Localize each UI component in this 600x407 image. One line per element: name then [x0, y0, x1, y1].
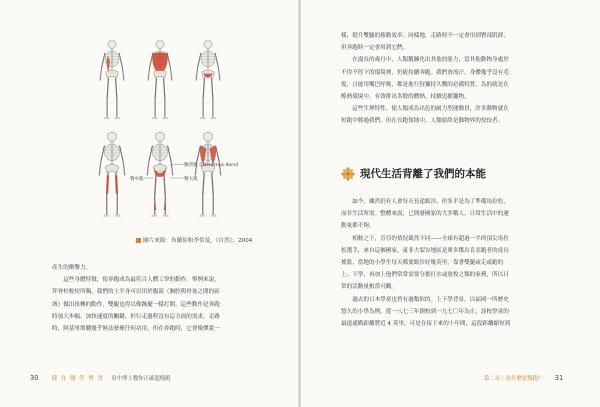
page-number-right: 31: [554, 374, 564, 382]
paragraph-line: 悠久的小學為例，從一八七三年創校到一九七〇年為止，該校學童的: [341, 308, 509, 315]
series-name: 健 身 醫 學 博 書: [51, 376, 104, 382]
paragraph-line: 相較之下，肯亞的情況截然不同——全球有超過一半的頂尖馬拉: [341, 235, 509, 242]
right-footer: [484, 374, 563, 382]
section-title: 現代生活背離了我們的本能: [360, 168, 486, 180]
label-gluteus-maximus: 臀大肌: [184, 177, 198, 182]
page-number-left: 30: [30, 374, 39, 382]
label-gluteus-medius: 臀中肌: [130, 177, 144, 182]
left-body-text: [52, 262, 220, 335]
left-footer: [30, 374, 171, 382]
paragraph-line: 不得不停下的環境裡，仍能持續奔跑。我們會流汗，身體幾乎沒有毛: [341, 69, 509, 76]
caption-text: 圖片來源：布蘭伯和李伯曼，《自然》，2004: [143, 238, 253, 244]
flower-icon: [341, 167, 355, 181]
caption-marker-icon: [136, 238, 141, 243]
paragraph-line: 時加大步幅、加快速度的關鍵，但行走過程沒有這方面的需求。走路: [52, 313, 220, 320]
paragraph-line: 髮，且能用嘴巴呼吸，都是進行狩獵持久戰的必備特質，為的就是在: [341, 81, 509, 88]
paragraph-line: 域）做出扭轉的動作，雙腿也得以像鐘擺一樣打開。這些動作是奔跑: [52, 301, 220, 308]
figure-caption: [136, 236, 252, 244]
paragraph-line: 這些身體特徵，使奔跑成為最符合人體工學的動作。舉例來說，: [52, 277, 220, 284]
right-body-text: [341, 30, 509, 128]
paragraph-line: 拜脊柱較短所賜，我們的上半身可以用於腹部（胸腔與骨盆之間的區: [52, 289, 220, 296]
paragraph-line: 上、下學，再加上他們常常需要分擔打水或放牧之類的家務，所以日: [341, 272, 509, 279]
paragraph-line: 搖籃，當地的小學生每天都要跋涉好幾英里，靠著雙腿或走或跑的: [341, 260, 504, 267]
paragraph-line: 過去的日本學童也曾有過類似的。上下學背景，以福岡一所歷史: [341, 296, 509, 303]
paragraph-line: 短跑中勝過我們，但在長跑領域中，人類始終是動物界的佼佼者。: [341, 118, 504, 125]
section-heading: [341, 166, 486, 181]
paragraph-line: 如今，雖然仍有人會每天長途跋涉，但多半是為了準備馬拉松，: [341, 199, 509, 205]
paragraph-line: 產生的衝擊力。: [52, 265, 92, 271]
paragraph-line: 但奔跑時一定會用到它們。: [341, 45, 409, 52]
paragraph-line: 時，阿基里斯腱幾乎無法發揮任何功用，但在奔跑時，它會像彈簧一: [52, 326, 220, 333]
skeleton-figure: [60, 38, 270, 220]
paragraph-line: 常的活動量相當可觀。: [341, 284, 397, 291]
label-latissimus: 腰背肌 (latissimus dorsi): [184, 163, 239, 168]
paragraph-line: 而非生活所需。整體來說，已開發國家的大多數人，日常生活中的運: [341, 211, 509, 218]
paragraph-line: 在漫長的歲月中，人類鍛鍊化出其他的能力，當其他動物身處於: [341, 57, 509, 64]
paragraph-line: 酷熱環境中，有效排出多餘的體熱，持續追捕獵物。: [341, 94, 470, 101]
paragraph-line: 這些生理特性，使人類成為出色的耐力型運動員，許多動物就在: [341, 106, 509, 113]
paragraph-line: 動量都不夠。: [341, 223, 375, 230]
chapter-name: 第二章｜為什麼要慢跑？: [484, 376, 544, 382]
right-body-text-2: [341, 196, 510, 330]
book-title: 田中博士教你正確超慢跑: [111, 376, 171, 382]
skeleton-illustration: [60, 38, 270, 220]
paragraph-line: 樣，提升雙腿的移動效率。同樣地，走路時不一定會用到臀部肌群，: [341, 33, 509, 39]
paragraph-line: 松選手，來自這個國家。東非大裂谷地區是眾多傑出肯亞跑者的成長: [341, 247, 509, 254]
left-page: [0, 0, 299, 407]
paragraph-line: 最遠通勤距離將近 4 英里，可是在接下來的十年間，這段距離縮短到: [341, 321, 511, 328]
